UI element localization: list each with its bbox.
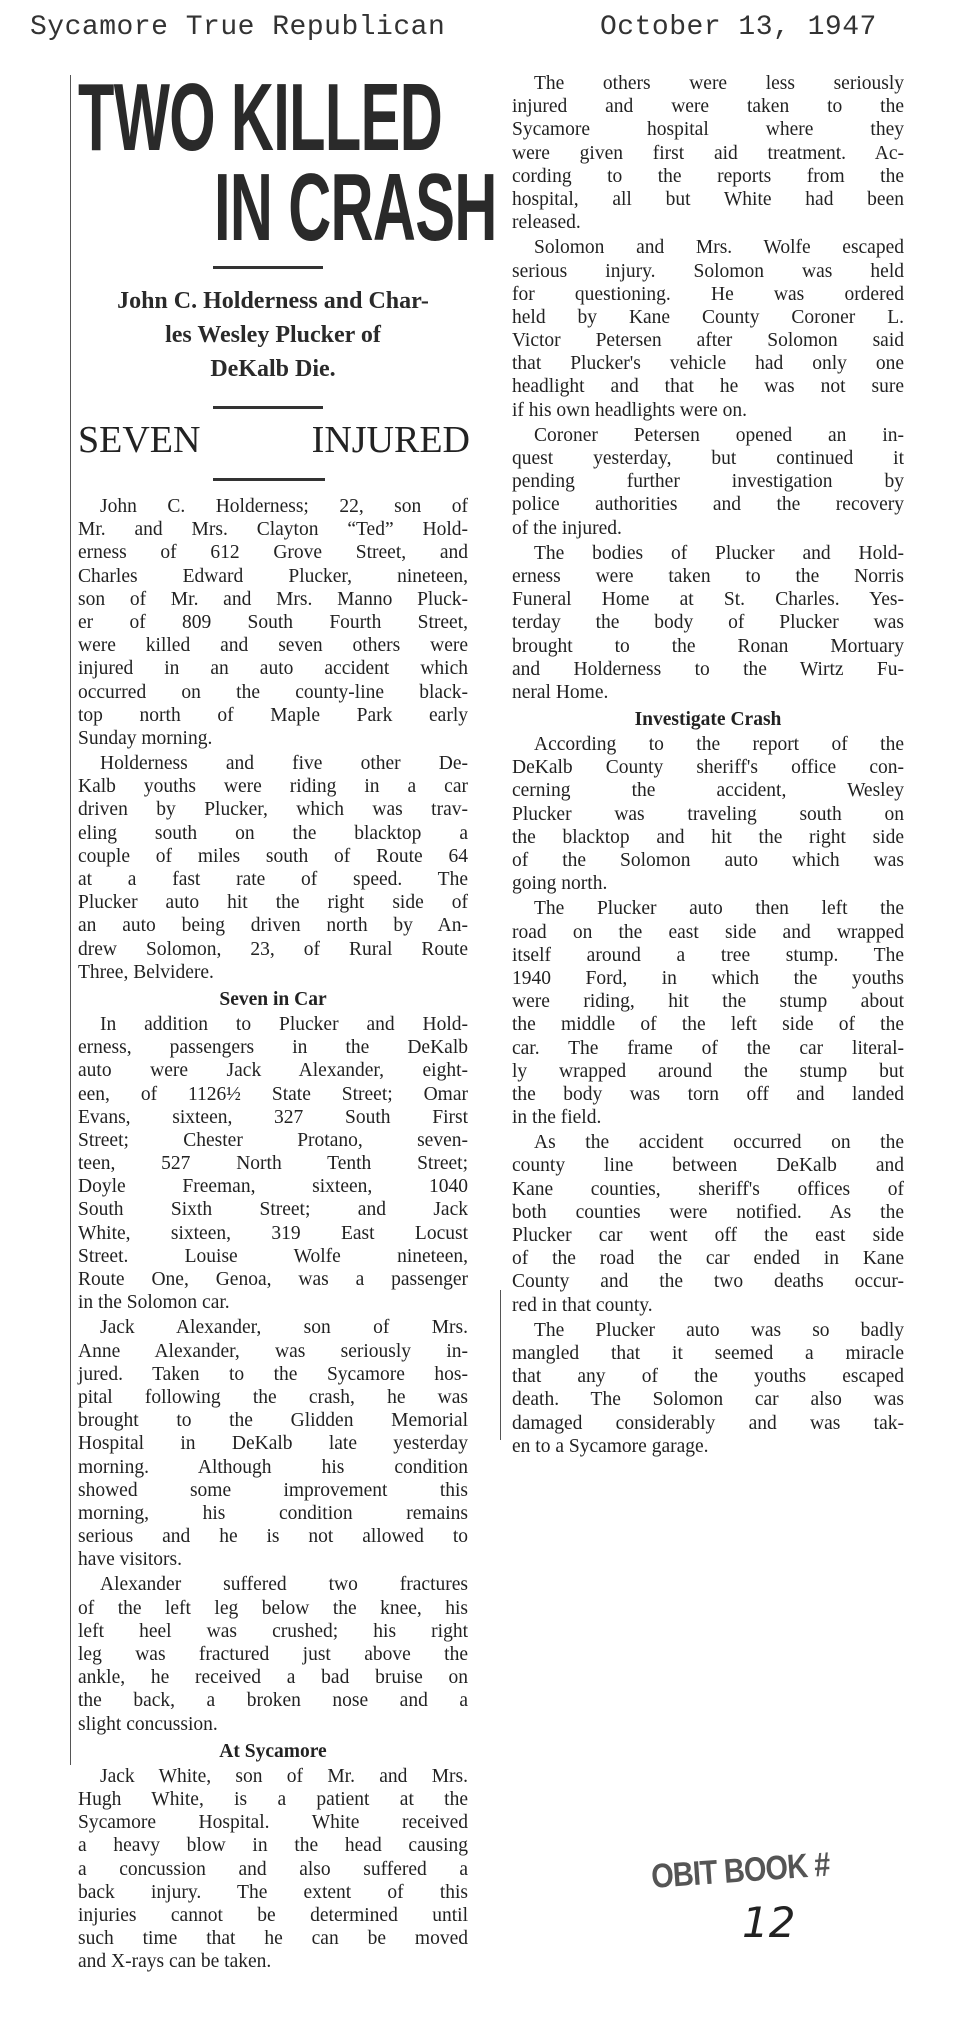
text-line: er of 809 South Fourth Street, [78,611,468,633]
text-line: Alexander suffered two fractures [100,1574,468,1596]
text-line: The bodies of Plucker and Hold- [534,542,904,564]
text-line: have visitors. [78,1549,182,1571]
publication-date: October 13, 1947 [600,12,877,43]
text-line: were riding, hit the stump about [512,991,904,1013]
text-line: Coroner Petersen opened an in- [534,424,904,446]
second-headline-word: INJURED [311,419,470,461]
text-line: cording to the reports from the [512,165,904,187]
text-line: the back, a broken nose and a [78,1690,468,1712]
article-column-right [512,72,904,1460]
text-line: a heavy blow in the head causing [78,1835,468,1857]
text-line: quest yesterday, but continued it [512,448,904,469]
text-line: both counties were notified. As the [512,1201,904,1223]
text-line: pending further investigation by [512,471,904,493]
text-line: Holderness and five other De- [100,753,468,775]
text-line: driven by Plucker, which was trav- [78,799,468,821]
text-line: were given first aid treatment. Ac- [512,142,904,164]
text-line: neral Home. [512,681,609,703]
text-line: 1940 Ford, in which the youths [512,967,904,989]
paragraph [78,1316,468,1571]
text-line: Hugh White, is a patient at the [78,1788,468,1810]
text-line: morning. Although his condition [78,1456,468,1478]
paragraph [512,236,904,422]
text-line: Charles Edward Plucker, nineteen, [78,565,468,587]
text-line: County and the two deaths occur- [512,1271,904,1293]
text-line: of the road the car ended in Kane [512,1248,904,1270]
text-line: police authorities and the recovery [512,494,904,516]
text-line: cerning the accident, Wesley [512,780,904,802]
text-line: terday the body of Plucker was [512,612,904,634]
text-line: erness, passengers in the DeKalb [78,1037,468,1059]
text-line: back injury. The extent of this [78,1881,468,1903]
text-line: White, sixteen, 319 East Locust [78,1222,468,1244]
text-line: een, of 1126½ State Street; Omar [78,1083,468,1105]
text-line: going north. [512,873,608,895]
paragraph [78,1573,468,1735]
text-line: Doyle Freeman, sixteen, 1040 [78,1176,468,1198]
text-line: teen, 527 North Tenth Street; [78,1153,468,1175]
text-line: headlight and that he was not sure [512,376,904,398]
text-line: According to the report of the [534,734,904,756]
text-line: ly wrapped around the stump but [512,1060,904,1082]
section-subheading: At Sycamore [219,1740,327,1762]
text-line: Jack White, son of Mr. and Mrs. [100,1765,468,1787]
text-line: Anne Alexander, was seriously in- [78,1340,468,1362]
headline-line-2: IN CRASH [214,154,497,261]
text-line: of the injured. [512,517,622,539]
text-line: Plucker was traveling south on [512,803,904,825]
text-line: Street; Chester Protano, seven- [78,1129,468,1151]
text-line: hospital, all but White had been [512,188,904,210]
paragraph [512,542,904,704]
paragraph [512,897,904,1129]
text-line: brought to the Glidden Memorial [78,1410,468,1432]
text-line: Sunday morning. [78,727,213,749]
paragraph [78,1013,468,1314]
subheadline [78,284,468,386]
text-line: of the left leg below the knee, his [78,1597,468,1619]
subheadline-line: les Wesley Plucker of [165,322,381,348]
text-line: As the accident occurred on the [534,1132,904,1154]
text-line: en to a Sycamore garage. [512,1435,709,1457]
text-line: injured in an auto accident which [78,658,468,680]
text-line: Kane counties, sheriff's offices of [512,1178,904,1200]
subheadline-line: DeKalb Die. [210,356,336,382]
text-line: were killed and seven others were [78,635,468,657]
text-line: the blacktop and hit the right side [512,826,904,848]
text-line: drew Solomon, 23, of Rural Route [78,938,468,960]
text-line: held by Kane County Coroner L. [512,306,904,328]
text-line: that any of the youths escaped [512,1366,904,1388]
paragraph [512,733,904,895]
text-line: Hospital in DeKalb late yesterday [78,1433,468,1455]
text-line: car. The frame of the car literal- [512,1037,904,1059]
text-line: slight concussion. [78,1713,218,1735]
paragraph [512,1319,904,1458]
text-line: the middle of the left side of the [512,1014,904,1036]
text-line: Sycamore Hospital. White received [78,1812,468,1834]
text-line: if his own headlights were on. [512,399,748,421]
text-line: In addition to Plucker and Hold- [100,1013,468,1035]
text-line: injured and were taken to the [512,96,904,118]
text-line: erness were taken to the Norris [512,565,904,587]
text-line: auto were Jack Alexander, eight- [78,1060,468,1082]
column-rule-middle [500,1290,501,1440]
text-line: ankle, he received a bad bruise on [78,1667,468,1689]
text-line: The others were less seriously [534,73,904,94]
text-line: Three, Belvidere. [78,961,214,983]
text-line: eling south on the blacktop a [78,822,468,844]
text-line: damaged considerably and was tak- [512,1412,904,1434]
text-line: Plucker car went off the east side [512,1225,904,1246]
text-line: in the Solomon car. [78,1292,230,1314]
text-line: and Holderness to the Wirtz Fu- [512,658,904,680]
text-line: The Plucker auto then left the [534,898,904,920]
text-line: Victor Petersen after Solomon said [512,330,904,352]
second-headline [78,418,470,462]
subheadline-line: John C. Holderness and Char- [117,288,429,314]
text-line: Sycamore hospital where they [512,119,904,141]
obit-book-stamp: OBIT BOOK # [650,1845,831,1896]
rule [213,266,323,269]
text-line: Evans, sixteen, 327 South First [78,1106,468,1128]
second-headline-word: SEVEN [78,419,201,461]
text-line: left heel was crushed; his right [78,1620,468,1642]
text-line: Solomon and Mrs. Wolfe escaped [534,237,904,259]
column-rule-left [70,75,71,1765]
paragraph [78,1765,468,1974]
text-line: injuries cannot be determined until [78,1904,468,1926]
text-line: John C. Holderness; 22, son of [100,496,468,517]
rule [213,478,325,481]
section-subheading: Investigate Crash [634,709,782,731]
text-line: that Plucker's vehicle had only one [512,353,904,375]
text-line: in the field. [512,1107,602,1129]
text-line: morning, his condition remains [78,1502,468,1524]
text-line: son of Mr. and Mrs. Manno Pluck- [78,588,468,610]
newspaper-name: Sycamore True Republican [30,12,446,43]
text-line: DeKalb County sheriff's office con- [512,757,904,779]
text-line: Mr. and Mrs. Clayton “Ted” Hold- [78,519,468,541]
paragraph [512,1131,904,1317]
text-line: an auto being driven north by An- [78,915,468,937]
text-line: such time that he can be moved [78,1928,468,1950]
text-line: The Plucker auto was so badly [534,1319,904,1341]
text-line: Funeral Home at St. Charles. Yes- [512,589,904,611]
text-line: jured. Taken to the Sycamore hos- [78,1363,468,1385]
text-line: county line between DeKalb and [512,1155,904,1177]
text-line: itself around a tree stump. The [512,944,904,966]
text-line: at a fast rate of speed. The [78,869,468,890]
text-line: Jack Alexander, son of Mrs. [100,1317,468,1339]
headline-line-1: TWO KILLED [78,64,443,171]
text-line: couple of miles south of Route 64 [78,845,468,867]
paragraph [512,72,904,234]
text-line: and X-rays can be taken. [78,1951,272,1973]
article-column-left [78,495,468,1975]
handwritten-number: 12 [742,1898,796,1947]
text-line: occurred on the county-line black- [78,681,468,703]
text-line: Route One, Genoa, was a passenger [78,1269,468,1290]
text-line: showed some improvement this [78,1479,468,1501]
paragraph [78,752,468,984]
text-line: red in that county. [512,1294,653,1316]
text-line: serious and he is not allowed to [78,1526,468,1548]
text-line: brought to the Ronan Mortuary [512,635,904,657]
rule [213,406,323,409]
text-line: the body was torn off and landed [512,1083,904,1105]
text-line: South Sixth Street; and Jack [78,1199,468,1221]
text-line: leg was fractured just above the [78,1644,468,1665]
text-line: Plucker auto hit the right side of [78,892,468,914]
text-line: for questioning. He was ordered [512,283,904,305]
section-subheading: Seven in Car [219,988,327,1010]
text-line: of the Solomon auto which was [512,850,904,871]
text-line: top north of Maple Park early [78,704,468,726]
text-line: a concussion and also suffered a [78,1858,468,1880]
text-line: serious injury. Solomon was held [512,260,904,282]
text-line: Kalb youths were riding in a car [78,776,468,798]
text-line: released. [512,212,581,234]
text-line: Street. Louise Wolfe nineteen, [78,1245,468,1267]
text-line: road on the east side and wrapped [512,921,904,943]
text-line: mangled that it seemed a miracle [512,1342,904,1364]
text-line: erness of 612 Grove Street, and [78,542,468,564]
text-line: pital following the crash, he was [78,1386,468,1408]
paragraph [512,424,904,540]
paragraph [78,495,468,750]
text-line: death. The Solomon car also was [512,1389,904,1411]
